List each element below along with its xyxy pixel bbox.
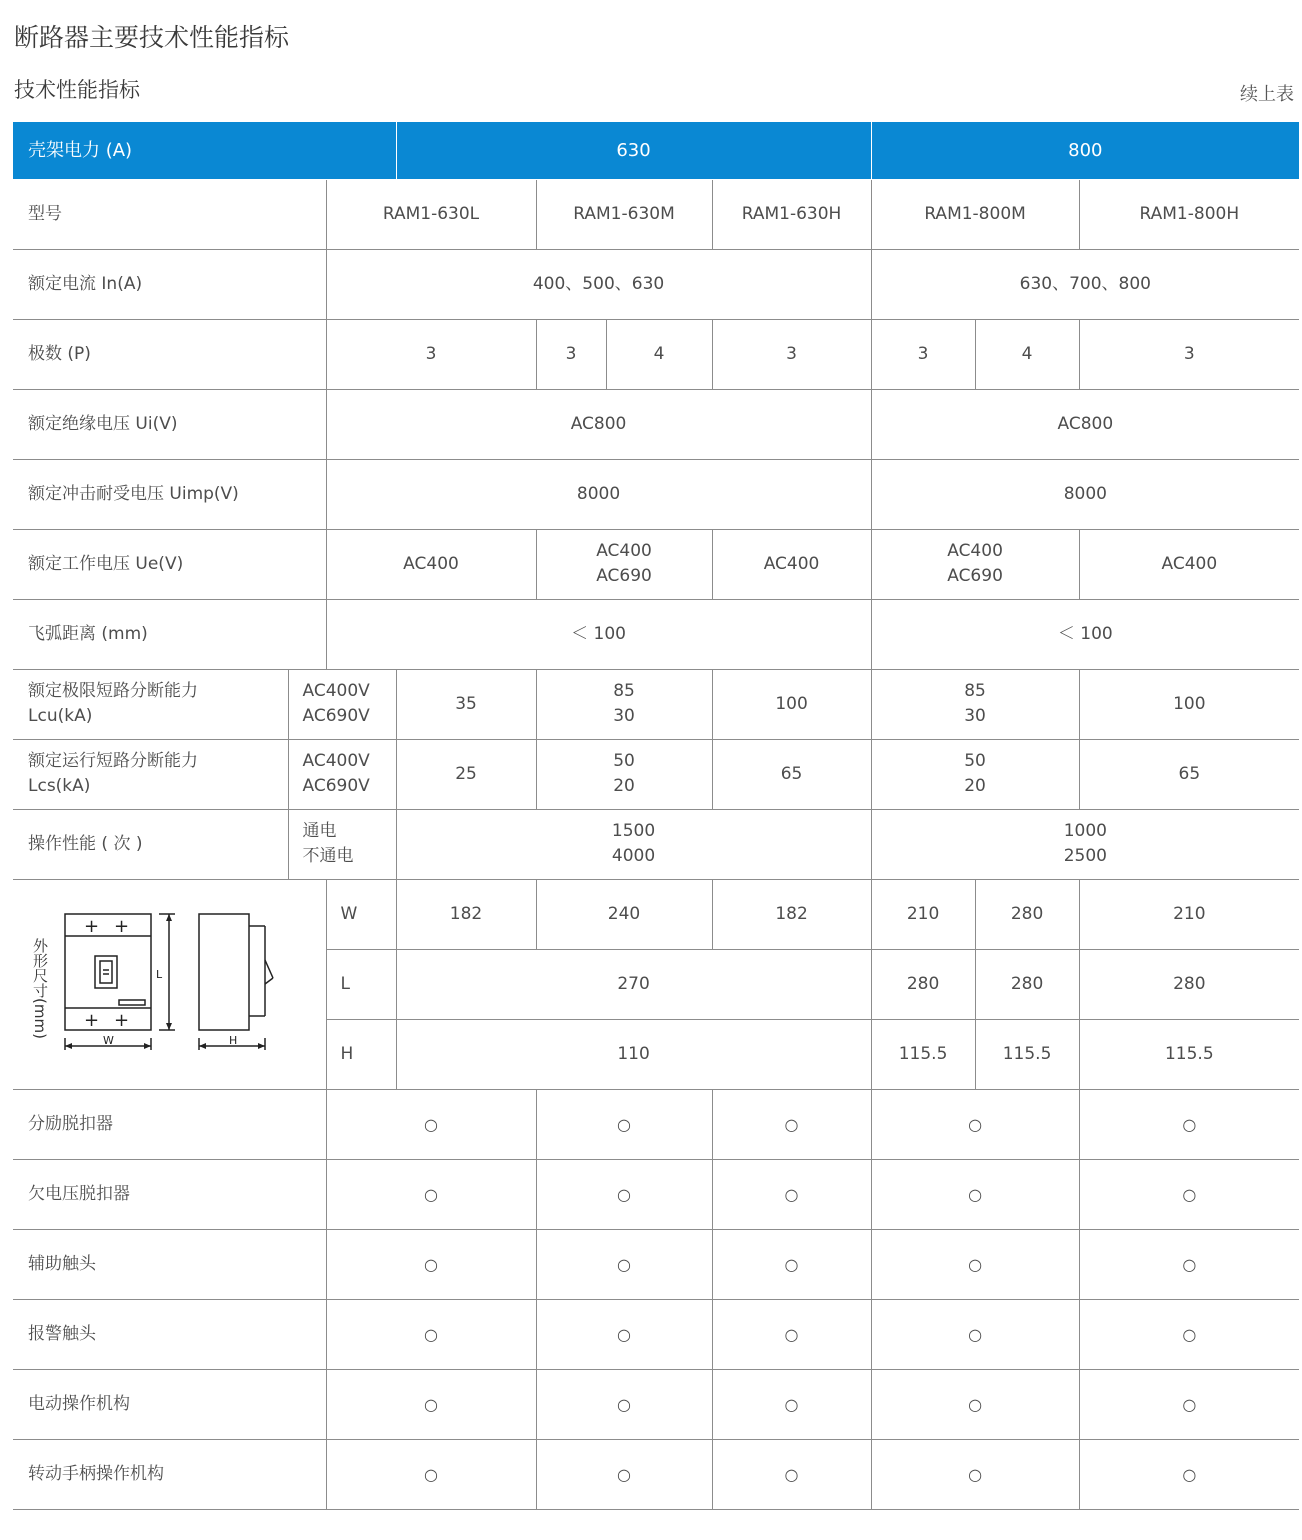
model-cell: RAM1-630L [326, 179, 536, 249]
header-row [13, 122, 1299, 179]
value-cell [536, 529, 712, 599]
value-cell: 3 [536, 319, 606, 389]
row-label: 报警触头 [13, 1299, 326, 1369]
value-cell: 182 [396, 879, 536, 949]
value-cell: 3 [712, 319, 871, 389]
option-mark: ○ [712, 1369, 871, 1439]
value-cell [712, 739, 871, 809]
row-label [13, 739, 288, 809]
dimension-w-row [13, 879, 1299, 949]
value-cell: 110 [396, 1019, 871, 1089]
option-mark: ○ [326, 1159, 536, 1229]
value-cell: 630、700、800 [871, 249, 1299, 319]
option-mark: ○ [326, 1229, 536, 1299]
sub-line: 不通电 [302, 846, 354, 866]
option-mark: ○ [326, 1089, 536, 1159]
value-cell: AC800 [871, 389, 1299, 459]
option-mark: ○ [536, 1299, 712, 1369]
plus-sign: + [84, 1009, 100, 1031]
value-cell [871, 669, 1079, 739]
row-label: 转动手柄操作机构 [13, 1439, 326, 1509]
row-label: 额定电流 In(A) [13, 249, 326, 319]
option-mark: ○ [871, 1089, 1079, 1159]
accessory-row [13, 1089, 1299, 1159]
value-cell [871, 529, 1079, 599]
row-label: 辅助触头 [13, 1229, 326, 1299]
value-cell: 280 [975, 949, 1079, 1019]
row-label: 型号 [13, 179, 326, 249]
value-line: 65 [1178, 763, 1201, 784]
row-label: 电动操作机构 [13, 1369, 326, 1439]
value-line: 1000 [1063, 821, 1107, 841]
value-line: 25 [455, 763, 477, 784]
value-cell [1079, 529, 1299, 599]
option-mark: ○ [536, 1089, 712, 1159]
option-mark: ○ [712, 1439, 871, 1509]
sub-label [288, 739, 396, 809]
value-cell [396, 739, 536, 809]
arc-distance-row [13, 599, 1299, 669]
value-line: 50 [964, 751, 986, 771]
value-cell [871, 809, 1299, 879]
accessory-row [13, 1159, 1299, 1229]
value-line: AC690 [596, 566, 652, 586]
poles-row [13, 319, 1299, 389]
frame-630-header: 630 [396, 122, 871, 179]
dimension-l-label: L [326, 949, 396, 1019]
value-cell [396, 669, 536, 739]
option-mark: ○ [536, 1369, 712, 1439]
impulse-voltage-row [13, 459, 1299, 529]
row-label: 飞弧距离 (mm) [13, 599, 326, 669]
frame-800-header: 800 [871, 122, 1299, 179]
label-line: 额定运行短路分断能力 [28, 751, 198, 771]
value-cell [536, 669, 712, 739]
model-cell: RAM1-800M [871, 179, 1079, 249]
model-cell: RAM1-630M [536, 179, 712, 249]
value-cell: 210 [1079, 879, 1299, 949]
value-cell: 8000 [871, 459, 1299, 529]
value-cell: 280 [975, 879, 1079, 949]
page-title: 断路器主要技术性能指标 [14, 23, 290, 52]
row-label: 极数 (P) [13, 319, 326, 389]
sub-line: AC690V [302, 706, 370, 726]
value-cell [871, 739, 1079, 809]
option-mark: ○ [326, 1439, 536, 1509]
option-mark: ○ [1079, 1229, 1299, 1299]
model-row [13, 179, 1299, 249]
value-line: AC400 [596, 541, 652, 561]
plus-sign: + [114, 915, 130, 937]
dim-letter: W [103, 1033, 114, 1047]
option-mark: ○ [1079, 1299, 1299, 1369]
value-line: 100 [1173, 693, 1206, 714]
value-cell: 115.5 [975, 1019, 1079, 1089]
value-line: 1500 [611, 821, 656, 841]
accessory-row [13, 1369, 1299, 1439]
dimension-w-label: W [326, 879, 396, 949]
option-mark: ○ [1079, 1439, 1299, 1509]
value-line: AC400 [947, 541, 1003, 561]
value-cell [326, 529, 536, 599]
value-cell: 182 [712, 879, 871, 949]
plus-sign: + [84, 915, 100, 937]
sub-label [288, 669, 396, 739]
value-line: 20 [964, 776, 986, 796]
value-cell: 4 [606, 319, 712, 389]
value-line: 65 [780, 763, 803, 784]
model-cell: RAM1-800H [1079, 179, 1299, 249]
value-line: 85 [964, 681, 986, 701]
dim-letter: L [156, 967, 163, 981]
value-cell [712, 529, 871, 599]
value-line: 4000 [611, 846, 656, 866]
option-mark: ○ [536, 1439, 712, 1509]
value-line: AC400 [403, 553, 459, 574]
option-mark: ○ [712, 1089, 871, 1159]
row-label: 额定工作电压 Ue(V) [13, 529, 326, 599]
label-line: 额定极限短路分断能力 [28, 681, 198, 701]
value-cell: 400、500、630 [326, 249, 871, 319]
option-mark: ○ [326, 1369, 536, 1439]
option-mark: ○ [536, 1159, 712, 1229]
option-mark: ○ [871, 1369, 1079, 1439]
value-cell [712, 669, 871, 739]
dim-letter: H [229, 1033, 238, 1047]
value-cell: 115.5 [871, 1019, 975, 1089]
accessory-row [13, 1299, 1299, 1369]
value-cell: ＜ 100 [871, 599, 1299, 669]
accessory-row [13, 1229, 1299, 1299]
option-mark: ○ [871, 1299, 1079, 1369]
option-mark: ○ [1079, 1159, 1299, 1229]
continued-label: 续上表 [1240, 84, 1294, 105]
option-mark: ○ [1079, 1089, 1299, 1159]
value-cell [396, 809, 871, 879]
value-cell: 3 [1079, 319, 1299, 389]
option-mark: ○ [712, 1299, 871, 1369]
value-cell [1079, 739, 1299, 809]
plus-sign: + [114, 1009, 130, 1031]
frame-current-label: 壳架电力 (A) [13, 122, 396, 179]
spec-table [13, 122, 1299, 1510]
row-label [13, 669, 288, 739]
sub-line: AC400V [302, 751, 370, 771]
sub-line: AC400V [302, 681, 370, 701]
working-voltage-row [13, 529, 1299, 599]
value-cell: 240 [536, 879, 712, 949]
sub-line: 通电 [302, 821, 337, 841]
value-line: AC400 [1161, 553, 1218, 574]
value-cell: 270 [396, 949, 871, 1019]
ics-row [13, 739, 1299, 809]
section-title: 技术性能指标 [14, 78, 140, 102]
dimension-h-label: H [326, 1019, 396, 1089]
value-cell: 8000 [326, 459, 871, 529]
value-cell: 210 [871, 879, 975, 949]
value-line: 85 [613, 681, 635, 701]
breaker-outline-diagram [59, 908, 299, 1058]
value-line: AC400 [763, 553, 820, 574]
value-cell: 280 [871, 949, 975, 1019]
row-label: 额定绝缘电压 Ui(V) [13, 389, 326, 459]
row-label: 欠电压脱扣器 [13, 1159, 326, 1229]
option-mark: ○ [712, 1229, 871, 1299]
option-mark: ○ [871, 1439, 1079, 1509]
row-label: 操作性能 ( 次 ) [13, 809, 288, 879]
value-cell [1079, 669, 1299, 739]
rated-current-row [13, 249, 1299, 319]
label-line: Lcs(kA) [28, 776, 91, 796]
option-mark: ○ [871, 1159, 1079, 1229]
value-line: 30 [613, 706, 635, 726]
row-label: 额定冲击耐受电压 Uimp(V) [13, 459, 326, 529]
value-line: 35 [455, 693, 477, 714]
value-line: 50 [613, 751, 635, 771]
label-line: Lcu(kA) [28, 706, 93, 726]
sub-line: AC690V [302, 776, 370, 796]
insulation-voltage-row [13, 389, 1299, 459]
option-mark: ○ [712, 1159, 871, 1229]
dimension-label: 外形尺寸(mm) [31, 937, 49, 1039]
value-line: 2500 [1063, 846, 1107, 866]
value-cell: 4 [975, 319, 1079, 389]
value-line: 30 [964, 706, 986, 726]
value-line: 20 [613, 776, 635, 796]
value-cell: 115.5 [1079, 1019, 1299, 1089]
value-line: AC690 [947, 566, 1003, 586]
option-mark: ○ [326, 1299, 536, 1369]
option-mark: ○ [536, 1229, 712, 1299]
value-cell: ＜ 100 [326, 599, 871, 669]
value-cell: 280 [1079, 949, 1299, 1019]
accessory-row [13, 1439, 1299, 1509]
value-cell: 3 [326, 319, 536, 389]
value-cell: 3 [871, 319, 975, 389]
sub-label [288, 809, 396, 879]
value-line: 100 [775, 693, 808, 714]
dimension-diagram-cell [13, 879, 326, 1089]
icu-row [13, 669, 1299, 739]
value-cell: AC800 [326, 389, 871, 459]
operation-row [13, 809, 1299, 879]
row-label: 分励脱扣器 [13, 1089, 326, 1159]
value-cell [536, 739, 712, 809]
option-mark: ○ [1079, 1369, 1299, 1439]
model-cell: RAM1-630H [712, 179, 871, 249]
option-mark: ○ [871, 1229, 1079, 1299]
